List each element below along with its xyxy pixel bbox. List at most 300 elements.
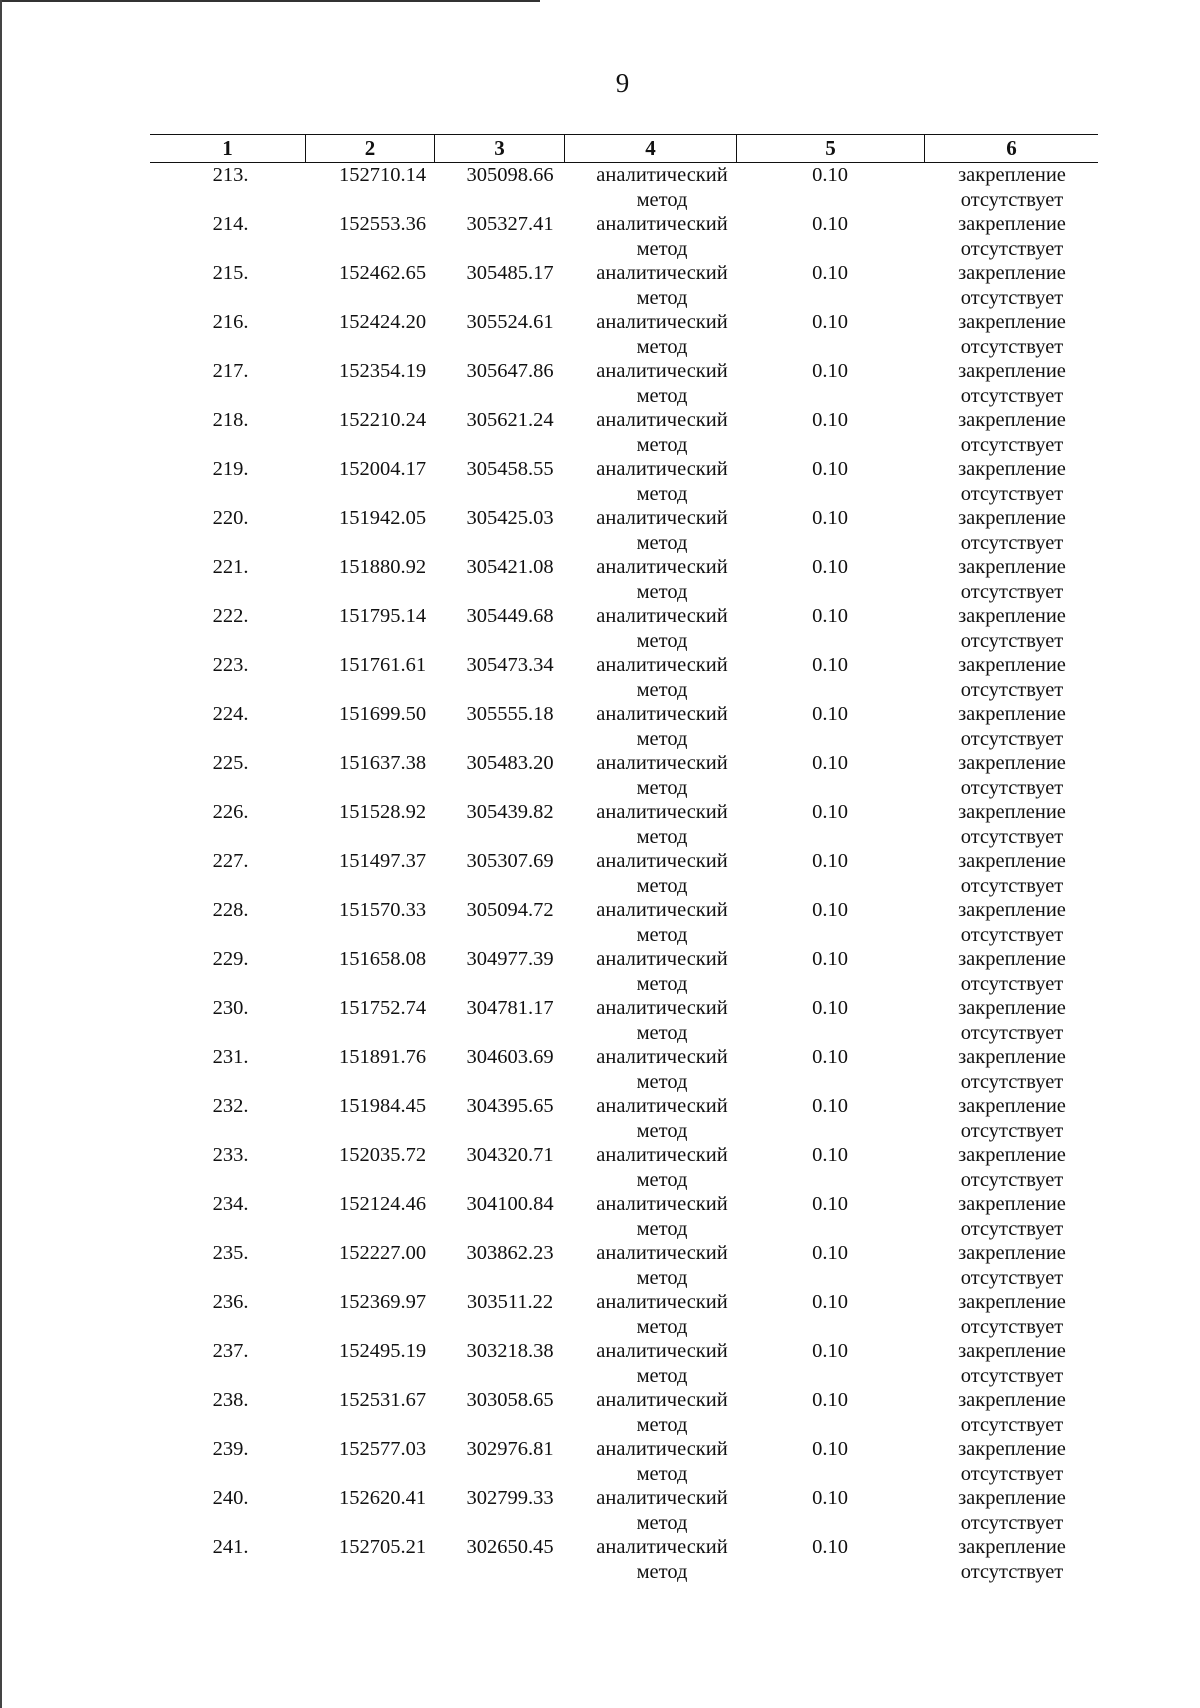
point-number-cell: 229. [212, 948, 249, 970]
table-row [150, 261, 1098, 310]
y-coordinate-cell: 305327.41 [466, 213, 554, 235]
fixation-line-1: закрепление [958, 1340, 1066, 1362]
fixation-line-2: отсутствует [960, 1070, 1064, 1093]
method-line-1: аналитический [596, 1340, 728, 1362]
fixation-cell [924, 653, 1098, 702]
fixation-line-1: закрепление [958, 1046, 1066, 1068]
x-coordinate-cell: 152124.46 [338, 1193, 427, 1215]
fixation-line-2: отсутствует [960, 433, 1064, 456]
scan-edge-left [0, 0, 2, 1708]
fixation-line-1: закрепление [958, 801, 1066, 823]
method-line-1: аналитический [596, 409, 728, 431]
y-coordinate-cell: 305449.68 [466, 605, 554, 627]
method-line-2: метод [636, 972, 688, 995]
method-cell [564, 359, 736, 408]
accuracy-cell: 0.10 [812, 458, 848, 480]
method-line-1: аналитический [596, 556, 728, 578]
fixation-line-1: закрепление [958, 1193, 1066, 1215]
method-cell [564, 653, 736, 702]
method-cell [564, 555, 736, 604]
method-cell [564, 1486, 736, 1535]
x-coordinate-cell: 152553.36 [338, 213, 427, 235]
method-line-2: метод [636, 1168, 688, 1191]
y-coordinate-cell: 302799.33 [466, 1487, 554, 1509]
y-coordinate-cell: 305473.34 [466, 654, 554, 676]
table-row [150, 653, 1098, 702]
fixation-cell [924, 996, 1098, 1045]
point-number-cell: 223. [212, 654, 249, 676]
method-cell [564, 1241, 736, 1290]
method-line-1: аналитический [596, 213, 728, 235]
table-row [150, 1290, 1098, 1339]
x-coordinate-cell: 151942.05 [338, 507, 427, 529]
scan-edge-top [0, 0, 540, 2]
method-line-1: аналитический [596, 507, 728, 529]
method-line-2: метод [636, 237, 688, 260]
x-coordinate-cell: 152004.17 [338, 458, 427, 480]
accuracy-cell: 0.10 [812, 360, 848, 382]
accuracy-cell: 0.10 [812, 948, 848, 970]
method-line-2: метод [636, 825, 688, 848]
table-row [150, 1241, 1098, 1290]
x-coordinate-cell: 152620.41 [338, 1487, 427, 1509]
table-row [150, 1339, 1098, 1388]
point-number-cell: 215. [212, 262, 249, 284]
method-line-2: метод [636, 1413, 688, 1436]
point-number-cell: 240. [212, 1487, 249, 1509]
fixation-cell [924, 457, 1098, 506]
method-cell [564, 212, 736, 261]
method-line-1: аналитический [596, 1291, 728, 1313]
x-coordinate-cell: 152495.19 [338, 1340, 427, 1362]
x-coordinate-cell: 151658.08 [338, 948, 427, 970]
fixation-line-2: отсутствует [960, 1364, 1064, 1387]
y-coordinate-cell: 304100.84 [466, 1193, 554, 1215]
fixation-line-2: отсутствует [960, 923, 1064, 946]
x-coordinate-cell: 152577.03 [338, 1438, 427, 1460]
y-coordinate-cell: 304603.69 [466, 1046, 554, 1068]
method-line-1: аналитический [596, 1046, 728, 1068]
table-row [150, 1192, 1098, 1241]
fixation-cell [924, 1437, 1098, 1486]
point-number-cell: 225. [212, 752, 249, 774]
x-coordinate-cell: 152227.00 [338, 1242, 427, 1264]
fixation-cell [924, 947, 1098, 996]
fixation-line-2: отсутствует [960, 1413, 1064, 1436]
fixation-cell [924, 1290, 1098, 1339]
method-line-1: аналитический [596, 948, 728, 970]
accuracy-cell: 0.10 [812, 409, 848, 431]
accuracy-cell: 0.10 [812, 311, 848, 333]
point-number-cell: 230. [212, 997, 249, 1019]
x-coordinate-cell: 151570.33 [338, 899, 427, 921]
point-number-cell: 231. [212, 1046, 249, 1068]
fixation-cell [924, 1094, 1098, 1143]
accuracy-cell: 0.10 [812, 1438, 848, 1460]
y-coordinate-cell: 304320.71 [466, 1144, 554, 1166]
method-cell [564, 751, 736, 800]
fixation-line-1: закрепление [958, 752, 1066, 774]
fixation-cell [924, 751, 1098, 800]
method-line-2: метод [636, 629, 688, 652]
fixation-line-1: закрепление [958, 213, 1066, 235]
column-header-4: 4 [564, 135, 736, 162]
table-row [150, 1486, 1098, 1535]
fixation-cell [924, 1241, 1098, 1290]
fixation-line-1: закрепление [958, 458, 1066, 480]
x-coordinate-cell: 152210.24 [338, 409, 427, 431]
page-number: 9 [615, 68, 630, 98]
method-line-1: аналитический [596, 605, 728, 627]
fixation-line-2: отсутствует [960, 1462, 1064, 1485]
method-line-2: метод [636, 335, 688, 358]
x-coordinate-cell: 152462.65 [338, 262, 427, 284]
table-row [150, 408, 1098, 457]
fixation-line-2: отсутствует [960, 335, 1064, 358]
y-coordinate-cell: 305555.18 [466, 703, 554, 725]
fixation-line-2: отсутствует [960, 1168, 1064, 1191]
accuracy-cell: 0.10 [812, 1291, 848, 1313]
fixation-cell [924, 800, 1098, 849]
x-coordinate-cell: 151497.37 [338, 850, 427, 872]
fixation-line-1: закрепление [958, 311, 1066, 333]
table-row [150, 1045, 1098, 1094]
table-row [150, 996, 1098, 1045]
y-coordinate-cell: 303218.38 [466, 1340, 554, 1362]
fixation-cell [924, 1388, 1098, 1437]
y-coordinate-cell: 305421.08 [466, 556, 554, 578]
method-line-2: метод [636, 286, 688, 309]
accuracy-cell: 0.10 [812, 997, 848, 1019]
x-coordinate-cell: 152531.67 [338, 1389, 427, 1411]
fixation-cell [924, 212, 1098, 261]
method-cell [564, 702, 736, 751]
y-coordinate-cell: 303058.65 [466, 1389, 554, 1411]
fixation-line-1: закрепление [958, 1438, 1066, 1460]
fixation-line-2: отсутствует [960, 237, 1064, 260]
fixation-cell [924, 261, 1098, 310]
table-row [150, 702, 1098, 751]
method-cell [564, 996, 736, 1045]
method-line-1: аналитический [596, 164, 728, 186]
table-row [150, 310, 1098, 359]
fixation-line-2: отсутствует [960, 825, 1064, 848]
method-line-2: метод [636, 923, 688, 946]
fixation-line-2: отсутствует [960, 384, 1064, 407]
table-row [150, 849, 1098, 898]
y-coordinate-cell: 303862.23 [466, 1242, 554, 1264]
y-coordinate-cell: 302976.81 [466, 1438, 554, 1460]
accuracy-cell: 0.10 [812, 164, 848, 186]
method-line-2: метод [636, 1119, 688, 1142]
method-cell [564, 1339, 736, 1388]
point-number-cell: 239. [212, 1438, 249, 1460]
table-row [150, 1094, 1098, 1143]
fixation-cell [924, 408, 1098, 457]
table-row [150, 359, 1098, 408]
column-header-5: 5 [736, 135, 924, 162]
fixation-line-1: закрепление [958, 703, 1066, 725]
fixation-cell [924, 898, 1098, 947]
method-line-1: аналитический [596, 1242, 728, 1264]
method-line-1: аналитический [596, 703, 728, 725]
fixation-cell [924, 1339, 1098, 1388]
method-line-1: аналитический [596, 1438, 728, 1460]
method-line-1: аналитический [596, 458, 728, 480]
point-number-cell: 237. [212, 1340, 249, 1362]
y-coordinate-cell: 305098.66 [466, 164, 554, 186]
method-line-2: метод [636, 1511, 688, 1534]
method-line-1: аналитический [596, 997, 728, 1019]
method-line-2: метод [636, 580, 688, 603]
method-line-1: аналитический [596, 1095, 728, 1117]
fixation-cell [924, 555, 1098, 604]
x-coordinate-cell: 151528.92 [338, 801, 427, 823]
accuracy-cell: 0.10 [812, 605, 848, 627]
x-coordinate-cell: 152354.19 [338, 360, 427, 382]
method-line-1: аналитический [596, 752, 728, 774]
fixation-line-1: закрепление [958, 1389, 1066, 1411]
method-line-2: метод [636, 433, 688, 456]
fixation-line-1: закрепление [958, 1095, 1066, 1117]
fixation-line-2: отсутствует [960, 531, 1064, 554]
table-row [150, 1388, 1098, 1437]
point-number-cell: 218. [212, 409, 249, 431]
fixation-line-2: отсутствует [960, 776, 1064, 799]
method-line-2: метод [636, 384, 688, 407]
fixation-line-2: отсутствует [960, 1217, 1064, 1240]
accuracy-cell: 0.10 [812, 850, 848, 872]
point-number-cell: 235. [212, 1242, 249, 1264]
x-coordinate-cell: 151637.38 [338, 752, 427, 774]
method-cell [564, 1437, 736, 1486]
fixation-line-1: закрепление [958, 997, 1066, 1019]
method-line-1: аналитический [596, 1389, 728, 1411]
method-cell [564, 457, 736, 506]
fixation-line-1: закрепление [958, 850, 1066, 872]
fixation-line-2: отсутствует [960, 972, 1064, 995]
fixation-line-2: отсутствует [960, 1119, 1064, 1142]
fixation-line-2: отсутствует [960, 1560, 1064, 1583]
fixation-line-1: закрепление [958, 899, 1066, 921]
accuracy-cell: 0.10 [812, 1193, 848, 1215]
table-row [150, 1535, 1098, 1584]
fixation-cell [924, 1045, 1098, 1094]
fixation-line-1: закрепление [958, 605, 1066, 627]
point-number-cell: 233. [212, 1144, 249, 1166]
table-row [150, 898, 1098, 947]
table-row [150, 751, 1098, 800]
method-cell [564, 163, 736, 212]
accuracy-cell: 0.10 [812, 1046, 848, 1068]
y-coordinate-cell: 305621.24 [466, 409, 554, 431]
method-line-2: метод [636, 1462, 688, 1485]
fixation-line-2: отсутствует [960, 286, 1064, 309]
y-coordinate-cell: 305647.86 [466, 360, 554, 382]
accuracy-cell: 0.10 [812, 654, 848, 676]
point-number-cell: 217. [212, 360, 249, 382]
table-body [150, 163, 1098, 1584]
fixation-cell [924, 359, 1098, 408]
method-cell [564, 261, 736, 310]
point-number-cell: 234. [212, 1193, 249, 1215]
table-header-row [150, 134, 1098, 163]
method-cell [564, 1045, 736, 1094]
method-line-1: аналитический [596, 1144, 728, 1166]
fixation-cell [924, 702, 1098, 751]
point-number-cell: 216. [212, 311, 249, 333]
point-number-cell: 213. [212, 164, 249, 186]
table-row [150, 1437, 1098, 1486]
method-line-1: аналитический [596, 1193, 728, 1215]
accuracy-cell: 0.10 [812, 1487, 848, 1509]
fixation-line-1: закрепление [958, 1487, 1066, 1509]
y-coordinate-cell: 305425.03 [466, 507, 554, 529]
method-line-2: метод [636, 531, 688, 554]
table-row [150, 212, 1098, 261]
table-row [150, 506, 1098, 555]
method-cell [564, 1094, 736, 1143]
point-number-cell: 238. [212, 1389, 249, 1411]
fixation-line-2: отсутствует [960, 188, 1064, 211]
fixation-cell [924, 1535, 1098, 1584]
method-line-1: аналитический [596, 311, 728, 333]
column-header-2: 2 [305, 135, 434, 162]
accuracy-cell: 0.10 [812, 801, 848, 823]
point-number-cell: 226. [212, 801, 249, 823]
fixation-cell [924, 1192, 1098, 1241]
accuracy-cell: 0.10 [812, 1144, 848, 1166]
method-line-2: метод [636, 188, 688, 211]
y-coordinate-cell: 304781.17 [466, 997, 554, 1019]
method-cell [564, 1290, 736, 1339]
accuracy-cell: 0.10 [812, 262, 848, 284]
table-row [150, 1143, 1098, 1192]
method-line-2: метод [636, 678, 688, 701]
method-cell [564, 506, 736, 555]
x-coordinate-cell: 151984.45 [338, 1095, 427, 1117]
fixation-cell [924, 310, 1098, 359]
method-cell [564, 604, 736, 653]
fixation-line-2: отсутствует [960, 678, 1064, 701]
point-number-cell: 222. [212, 605, 249, 627]
method-cell [564, 898, 736, 947]
method-line-2: метод [636, 1021, 688, 1044]
fixation-line-1: закрепление [958, 1291, 1066, 1313]
accuracy-cell: 0.10 [812, 1536, 848, 1558]
accuracy-cell: 0.10 [812, 1389, 848, 1411]
method-cell [564, 849, 736, 898]
y-coordinate-cell: 305458.55 [466, 458, 554, 480]
method-line-1: аналитический [596, 1536, 728, 1558]
fixation-line-1: закрепление [958, 360, 1066, 382]
column-header-1: 1 [222, 136, 233, 160]
point-number-cell: 241. [212, 1536, 249, 1558]
point-number-cell: 227. [212, 850, 249, 872]
column-header-3: 3 [434, 135, 564, 162]
x-coordinate-cell: 152705.21 [338, 1536, 427, 1558]
y-coordinate-cell: 304395.65 [466, 1095, 554, 1117]
y-coordinate-cell: 305094.72 [466, 899, 554, 921]
method-line-2: метод [636, 1560, 688, 1583]
method-cell [564, 408, 736, 457]
y-coordinate-cell: 305307.69 [466, 850, 554, 872]
point-number-cell: 236. [212, 1291, 249, 1313]
point-number-cell: 224. [212, 703, 249, 725]
y-coordinate-cell: 305483.20 [466, 752, 554, 774]
method-cell [564, 947, 736, 996]
method-line-2: метод [636, 776, 688, 799]
table-row [150, 163, 1098, 212]
fixation-line-1: закрепление [958, 654, 1066, 676]
point-number-cell: 220. [212, 507, 249, 529]
point-number-cell: 219. [212, 458, 249, 480]
y-coordinate-cell: 305524.61 [466, 311, 554, 333]
method-line-1: аналитический [596, 654, 728, 676]
fixation-line-1: закрепление [958, 1144, 1066, 1166]
table-row [150, 457, 1098, 506]
x-coordinate-cell: 152424.20 [338, 311, 427, 333]
fixation-line-1: закрепление [958, 164, 1066, 186]
method-line-2: метод [636, 727, 688, 750]
fixation-line-1: закрепление [958, 948, 1066, 970]
point-number-cell: 232. [212, 1095, 249, 1117]
accuracy-cell: 0.10 [812, 213, 848, 235]
method-cell [564, 1535, 736, 1584]
method-line-2: метод [636, 1315, 688, 1338]
method-line-1: аналитический [596, 850, 728, 872]
fixation-cell [924, 604, 1098, 653]
method-cell [564, 1388, 736, 1437]
table-row [150, 555, 1098, 604]
fixation-line-1: закрепление [958, 262, 1066, 284]
method-line-1: аналитический [596, 360, 728, 382]
method-cell [564, 1143, 736, 1192]
fixation-cell [924, 1143, 1098, 1192]
fixation-line-2: отсутствует [960, 727, 1064, 750]
y-coordinate-cell: 302650.45 [466, 1536, 554, 1558]
fixation-line-1: закрепление [958, 409, 1066, 431]
method-line-2: метод [636, 482, 688, 505]
y-coordinate-cell: 305485.17 [466, 262, 554, 284]
fixation-line-1: закрепление [958, 1242, 1066, 1264]
method-line-1: аналитический [596, 899, 728, 921]
method-line-2: метод [636, 874, 688, 897]
x-coordinate-cell: 152710.14 [338, 164, 427, 186]
method-cell [564, 800, 736, 849]
fixation-line-2: отсутствует [960, 629, 1064, 652]
y-coordinate-cell: 305439.82 [466, 801, 554, 823]
method-cell [564, 310, 736, 359]
fixation-line-2: отсутствует [960, 580, 1064, 603]
method-line-2: метод [636, 1364, 688, 1387]
fixation-line-2: отсутствует [960, 1266, 1064, 1289]
accuracy-cell: 0.10 [812, 556, 848, 578]
table-row [150, 947, 1098, 996]
fixation-line-1: закрепление [958, 507, 1066, 529]
accuracy-cell: 0.10 [812, 1095, 848, 1117]
fixation-cell [924, 163, 1098, 212]
fixation-line-2: отсутствует [960, 1021, 1064, 1044]
method-line-1: аналитический [596, 1487, 728, 1509]
fixation-line-1: закрепление [958, 1536, 1066, 1558]
x-coordinate-cell: 152035.72 [338, 1144, 427, 1166]
fixation-cell [924, 849, 1098, 898]
fixation-line-2: отсутствует [960, 482, 1064, 505]
accuracy-cell: 0.10 [812, 703, 848, 725]
method-line-1: аналитический [596, 801, 728, 823]
fixation-line-2: отсутствует [960, 1511, 1064, 1534]
